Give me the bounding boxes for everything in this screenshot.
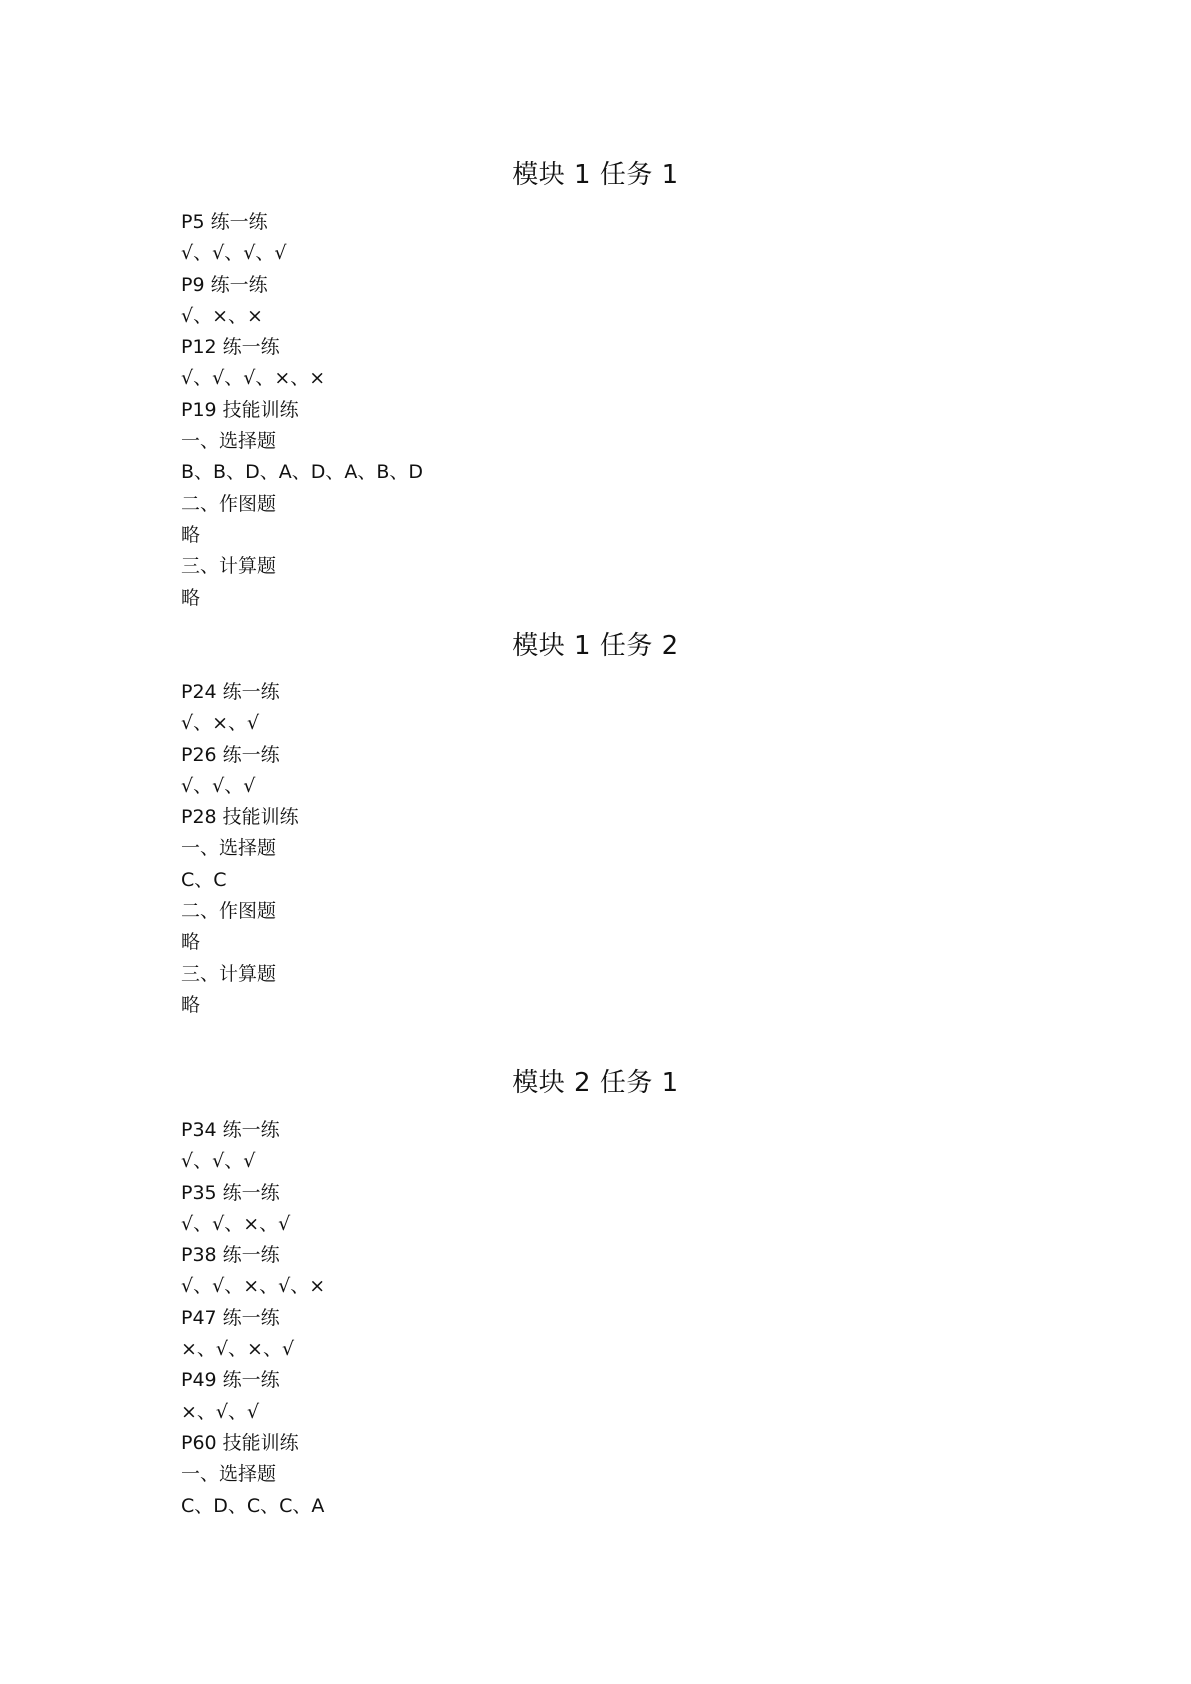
exercise-heading: P5 练一练: [181, 211, 268, 233]
question-type-heading: 三、计算题: [181, 962, 277, 985]
exercise-heading: P35 练一练: [181, 1181, 280, 1204]
answer-line: √、×、√: [181, 712, 260, 735]
question-type-heading: 二、作图题: [181, 900, 277, 923]
exercise-heading: P28 技能训练: [181, 806, 299, 829]
question-type-heading: 一、选择题: [181, 1463, 277, 1486]
exercise-heading: P38 练一练: [181, 1244, 280, 1267]
question-type-heading: 一、选择题: [181, 837, 277, 860]
answer-line: √、√、√、√: [181, 242, 287, 265]
answer-line: 略: [181, 931, 201, 954]
answer-list: [181, 1115, 325, 1522]
answer-line: ×、√、×、√: [181, 1338, 295, 1361]
exercise-heading: P34 练一练: [181, 1119, 280, 1141]
answer-list: [181, 677, 299, 1021]
exercise-heading: P49 练一练: [181, 1369, 280, 1392]
answer-list: [181, 207, 423, 614]
question-type-heading: 一、选择题: [181, 430, 277, 453]
answer-line: √、√、×、√: [181, 1212, 291, 1235]
answer-line: C、C: [181, 868, 227, 891]
exercise-heading: P24 练一练: [181, 681, 280, 703]
answer-line: 略: [181, 523, 201, 546]
exercise-heading: P19 技能训练: [181, 398, 299, 421]
answer-line: √、×、×: [181, 304, 263, 327]
exercise-heading: P26 练一练: [181, 743, 280, 766]
exercise-heading: P60 技能训练: [181, 1431, 299, 1454]
answer-line: √、√、√: [181, 774, 256, 797]
section-title: 模块 1 任务 2: [512, 631, 679, 661]
answer-line: √、√、√、×、×: [181, 367, 326, 390]
answer-line: 略: [181, 586, 201, 609]
answer-line: √、√、×、√、×: [181, 1275, 326, 1298]
answer-line: C、D、C、C、A: [181, 1494, 325, 1517]
exercise-heading: P47 练一练: [181, 1306, 280, 1329]
question-type-heading: 三、计算题: [181, 555, 277, 578]
section-title: 模块 1 任务 1: [512, 160, 679, 190]
exercise-heading: P12 练一练: [181, 336, 280, 359]
answer-line: 略: [181, 993, 201, 1016]
question-type-heading: 二、作图题: [181, 492, 277, 515]
section-title: 模块 2 任务 1: [512, 1068, 679, 1098]
exercise-heading: P9 练一练: [181, 273, 268, 296]
answer-line: ×、√、√: [181, 1400, 260, 1423]
answer-line: √、√、√: [181, 1150, 256, 1173]
answer-line: B、B、D、A、D、A、B、D: [181, 461, 423, 484]
